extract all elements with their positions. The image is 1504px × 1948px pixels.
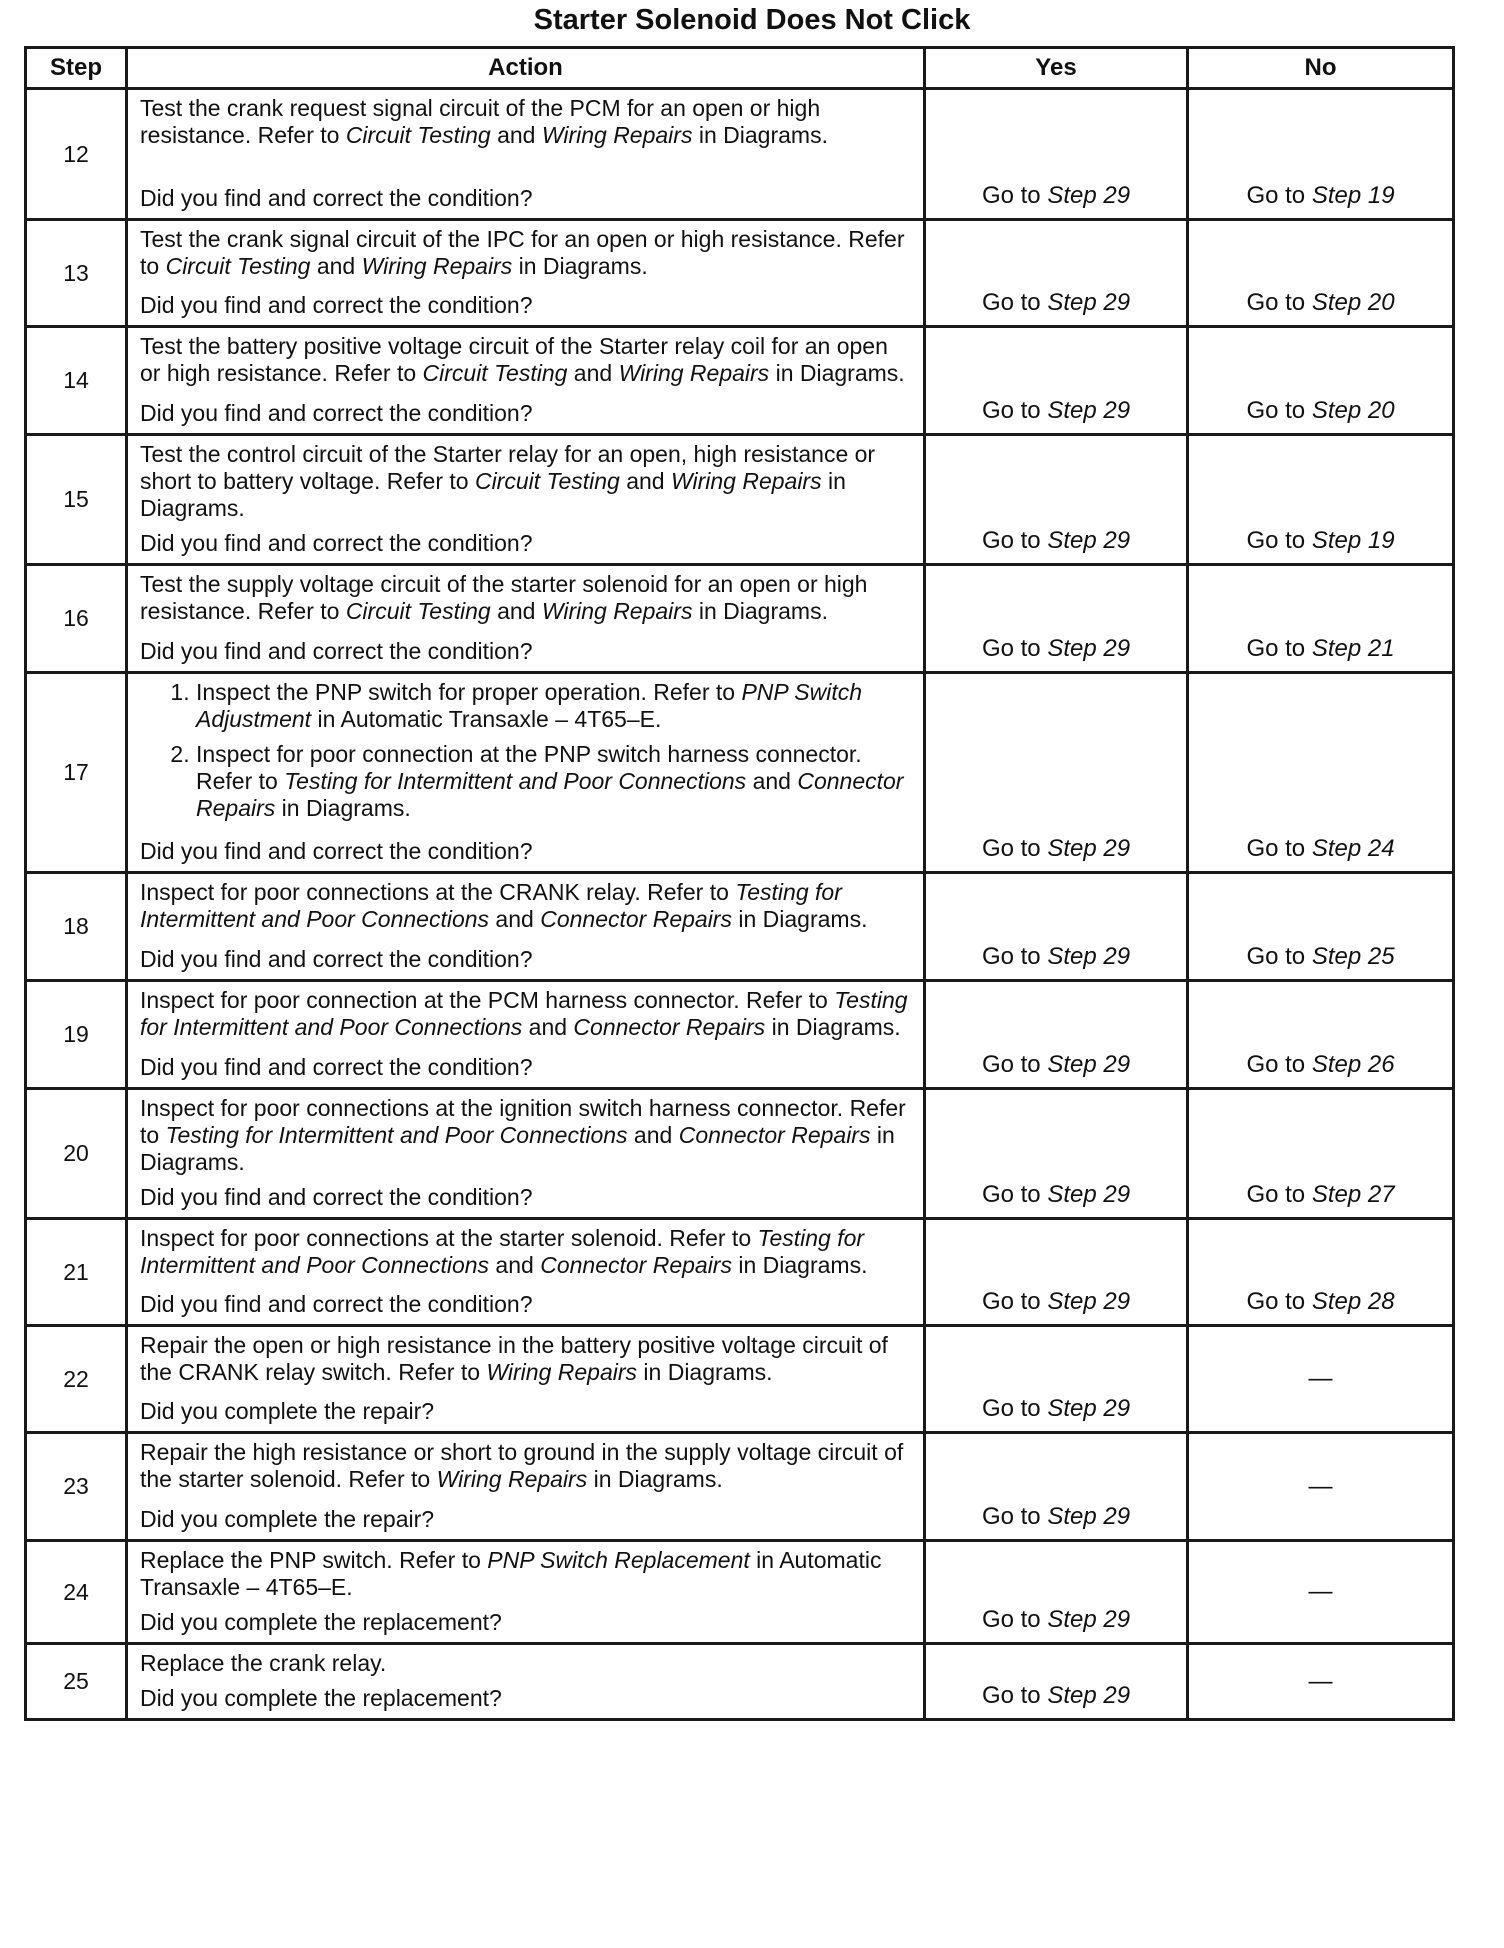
no-dash: —: [1308, 1667, 1333, 1695]
no-goto-step: Step 20: [1311, 289, 1395, 316]
no-cell: [1188, 1219, 1454, 1326]
no-cell: [1188, 1433, 1454, 1541]
yes-cell: [925, 873, 1188, 981]
text-run: and: [522, 1014, 574, 1040]
no-cell: [1188, 327, 1454, 435]
table-row: [26, 435, 1454, 565]
no-goto-step: Step 27: [1311, 1181, 1395, 1208]
text-run: in Diagrams.: [692, 122, 828, 148]
table-row: [26, 1541, 1454, 1644]
yes-cell: [925, 1433, 1188, 1541]
table-row: [26, 981, 1454, 1089]
step-number: 12: [26, 89, 127, 220]
reference-title: PNP Switch Replacement: [487, 1547, 750, 1573]
reference-title: Wiring Repairs: [361, 253, 513, 279]
yes-goto-step: Step 29: [1047, 635, 1131, 662]
table-row: [26, 89, 1454, 220]
action-text: [140, 679, 913, 830]
no-goto-step: Step 21: [1311, 635, 1395, 662]
no-goto-step: Step 19: [1311, 527, 1395, 554]
question-text: Did you complete the repair?: [140, 1398, 435, 1424]
action-content: [140, 1225, 913, 1318]
question-text: Did you complete the replacement?: [140, 1609, 502, 1635]
reference-title: Wiring Repairs: [618, 360, 770, 386]
text-run: in Diagrams.: [140, 468, 846, 521]
text-run: and: [619, 468, 671, 494]
yes-cell: [925, 327, 1188, 435]
question-text: Did you find and correct the condition?: [140, 1054, 533, 1080]
action-text: [140, 879, 913, 933]
text-run: in Diagrams.: [692, 598, 828, 624]
step-number: 25: [26, 1644, 127, 1720]
table-row: [26, 1326, 1454, 1433]
no-dash: —: [1308, 1578, 1333, 1605]
action-content: [140, 1547, 913, 1636]
header-step: Step: [26, 48, 127, 89]
goto-prefix: Go to: [1246, 527, 1312, 554]
yes-cell: [925, 673, 1188, 873]
action-cell: [127, 1644, 925, 1720]
action-text: [140, 1095, 913, 1176]
yes-goto-step: Step 29: [1047, 527, 1131, 554]
no-cell: [1188, 673, 1454, 873]
action-text: [140, 1650, 913, 1677]
action-cell: [127, 565, 925, 673]
no-cell: [1188, 220, 1454, 327]
question-text: Did you find and correct the condition?: [140, 1291, 533, 1317]
text-run: Replace the PNP switch. Refer to: [140, 1547, 488, 1573]
reference-title: Wiring Repairs: [541, 598, 693, 624]
table-row: [26, 673, 1454, 873]
step-number: 20: [26, 1089, 127, 1219]
no-goto-step: Step 24: [1311, 835, 1395, 862]
text-run: in Diagrams.: [275, 795, 411, 821]
action-cell: [127, 981, 925, 1089]
reference-title: Connector Repairs: [678, 1122, 871, 1148]
action-paragraph: [140, 1095, 913, 1176]
goto-prefix: Go to: [981, 1395, 1048, 1422]
text-run: Replace the crank relay.: [140, 1650, 387, 1676]
reference-title: Circuit Testing: [422, 360, 568, 386]
action-content: [140, 879, 913, 973]
no-cell: [1188, 1326, 1454, 1433]
yes-goto-step: Step 29: [1047, 1606, 1131, 1633]
action-paragraph: [140, 226, 913, 280]
action-cell: [127, 1089, 925, 1219]
text-run: and: [746, 768, 798, 794]
goto-prefix: Go to: [1246, 397, 1312, 424]
text-run: in Diagrams.: [731, 1252, 868, 1278]
yes-goto-step: Step 29: [1047, 182, 1131, 209]
question-text: Did you find and correct the condition?: [140, 400, 533, 426]
no-dash: —: [1308, 1365, 1333, 1392]
yes-goto-step: Step 29: [1047, 1395, 1131, 1422]
table-row: [26, 1644, 1454, 1720]
action-content: [140, 571, 913, 665]
goto-prefix: Go to: [981, 397, 1048, 424]
goto-prefix: Go to: [981, 1606, 1048, 1633]
text-run: Test the supply voltage circuit of the starter solenoid for an open or high resistance. Refer to: [140, 571, 868, 624]
text-run: Inspect for poor connection at the PNP switch harness connector. Refer to: [196, 741, 862, 794]
reference-title: Connector Repairs: [196, 768, 904, 821]
text-run: and: [489, 1252, 541, 1278]
yes-cell: [925, 220, 1188, 327]
question-text: Did you find and correct the condition?: [140, 185, 533, 211]
action-text: [140, 1547, 913, 1601]
action-paragraph: [140, 1225, 913, 1279]
action-content: [140, 1332, 913, 1425]
question-text: Did you complete the replacement?: [140, 1685, 502, 1711]
action-paragraph: [140, 571, 913, 625]
goto-prefix: Go to: [981, 635, 1048, 662]
table-row: [26, 327, 1454, 435]
no-goto-step: Step 26: [1311, 1051, 1395, 1078]
list-item: [196, 741, 913, 822]
step-number: 22: [26, 1326, 127, 1433]
no-cell: [1188, 89, 1454, 220]
step-number: 19: [26, 981, 127, 1089]
reference-title: Connector Repairs: [573, 1014, 766, 1040]
action-paragraph: [140, 95, 913, 149]
yes-cell: [925, 565, 1188, 673]
action-content: [140, 1650, 913, 1712]
step-number: 13: [26, 220, 127, 327]
yes-goto-step: Step 29: [1047, 1682, 1131, 1709]
list-item: [196, 679, 913, 733]
action-paragraph: [140, 879, 913, 933]
yes-goto-step: Step 29: [1047, 1503, 1131, 1530]
action-text: [140, 987, 913, 1041]
reference-title: Circuit Testing: [165, 253, 311, 279]
table-row: [26, 1089, 1454, 1219]
yes-goto-step: Step 29: [1047, 1181, 1131, 1208]
reference-title: Testing for Intermittent and Poor Connections: [284, 768, 747, 794]
step-number: 18: [26, 873, 127, 981]
text-run: in Diagrams.: [587, 1466, 723, 1492]
table-row: [26, 873, 1454, 981]
action-content: [140, 1095, 913, 1211]
goto-prefix: Go to: [981, 835, 1048, 862]
reference-title: Testing for Intermittent and Poor Connections: [140, 987, 908, 1040]
text-run: in Automatic Transaxle – 4T65–E.: [311, 706, 662, 732]
goto-prefix: Go to: [981, 1682, 1048, 1709]
goto-prefix: Go to: [981, 289, 1048, 316]
goto-prefix: Go to: [1246, 1181, 1312, 1208]
action-content: [140, 987, 913, 1081]
yes-goto-step: Step 29: [1047, 835, 1131, 862]
yes-cell: [925, 1219, 1188, 1326]
text-run: Inspect for poor connections at the starter solenoid. Refer to: [140, 1225, 758, 1251]
header-no: No: [1188, 48, 1454, 89]
yes-goto-step: Step 29: [1047, 1051, 1131, 1078]
text-run: in Diagrams.: [512, 253, 648, 279]
text-run: in Diagrams.: [140, 1122, 895, 1175]
text-run: Repair the open or high resistance in the battery positive voltage circuit of the CRANK relay switch. Refer to: [140, 1332, 888, 1385]
no-goto-step: Step 28: [1311, 1288, 1395, 1315]
goto-prefix: Go to: [981, 1181, 1048, 1208]
yes-cell: [925, 89, 1188, 220]
no-cell: [1188, 435, 1454, 565]
table-header-row: [26, 48, 1454, 89]
action-paragraph: [140, 1332, 913, 1386]
text-run: and: [310, 253, 362, 279]
yes-goto-step: Step 29: [1047, 943, 1131, 970]
action-text: [140, 1439, 913, 1493]
goto-prefix: Go to: [981, 1051, 1048, 1078]
text-run: in Diagrams.: [731, 906, 868, 932]
text-run: Inspect for poor connection at the PCM harness connector. Refer to: [140, 987, 835, 1013]
text-run: and: [489, 906, 541, 932]
reference-title: Connector Repairs: [540, 1252, 732, 1278]
action-text: [140, 95, 913, 149]
action-content: [140, 333, 913, 427]
text-run: in Diagrams.: [637, 1359, 773, 1385]
action-content: [140, 441, 913, 557]
action-paragraph: [140, 1439, 913, 1493]
yes-goto-step: Step 29: [1047, 397, 1131, 424]
yes-goto-step: Step 29: [1047, 289, 1131, 316]
action-paragraph: [140, 441, 913, 522]
action-cell: [127, 1219, 925, 1326]
text-run: Test the crank request signal circuit of the PCM for an open or high resistance. Refer to: [140, 95, 821, 148]
action-cell: [127, 873, 925, 981]
reference-title: Wiring Repairs: [486, 1359, 638, 1385]
reference-title: Testing for Intermittent and Poor Connections: [165, 1122, 628, 1148]
action-text: [140, 1332, 913, 1386]
text-run: and: [567, 360, 619, 386]
table-row: [26, 565, 1454, 673]
action-cell: [127, 89, 925, 220]
step-number: 23: [26, 1433, 127, 1541]
page-title: Starter Solenoid Does Not Click: [533, 4, 971, 36]
reference-title: Wiring Repairs: [670, 468, 822, 494]
action-cell: [127, 1541, 925, 1644]
text-run: and: [490, 122, 542, 148]
header-yes: Yes: [925, 48, 1188, 89]
action-paragraph: [140, 1547, 913, 1601]
yes-cell: [925, 981, 1188, 1089]
text-run: and: [627, 1122, 679, 1148]
reference-title: Wiring Repairs: [541, 122, 693, 148]
text-run: Test the crank signal circuit of the IPC for an open or high resistance. Refer to: [140, 226, 905, 279]
action-content: [140, 226, 913, 319]
reference-title: Circuit Testing: [345, 598, 491, 624]
reference-title: Testing for Intermittent and Poor Connections: [140, 1225, 865, 1278]
question-text: Did you complete the repair?: [140, 1506, 435, 1532]
text-run: and: [490, 598, 542, 624]
no-dash: —: [1308, 1472, 1333, 1500]
text-run: Test the control circuit of the Starter relay for an open, high resistance or short to battery voltage. Refer to: [140, 441, 876, 494]
action-content: [140, 95, 913, 212]
goto-prefix: Go to: [1246, 943, 1312, 970]
action-text: [140, 226, 913, 280]
action-paragraph: [140, 987, 913, 1041]
question-text: Did you find and correct the condition?: [140, 638, 533, 664]
table-body: [26, 89, 1454, 1720]
no-cell: [1188, 873, 1454, 981]
no-goto-step: Step 19: [1311, 182, 1395, 209]
table-row: [26, 1219, 1454, 1326]
action-cell: [127, 220, 925, 327]
step-number: 16: [26, 565, 127, 673]
goto-prefix: Go to: [1246, 1288, 1312, 1315]
goto-prefix: Go to: [1246, 635, 1312, 662]
question-text: Did you find and correct the condition?: [140, 946, 533, 972]
text-run: Inspect for poor connections at the ignition switch harness connector. Refer to: [140, 1095, 906, 1148]
action-text: [140, 333, 913, 387]
action-content: [140, 1439, 913, 1533]
no-cell: [1188, 1541, 1454, 1644]
reference-title: Connector Repairs: [540, 906, 732, 932]
no-cell: [1188, 981, 1454, 1089]
text-run: Repair the high resistance or short to ground in the supply voltage circuit of the starter solenoid. Refer to: [140, 1439, 904, 1492]
reference-title: Circuit Testing: [474, 468, 620, 494]
action-cell: [127, 435, 925, 565]
no-goto-step: Step 25: [1311, 943, 1395, 970]
reference-title: Testing for Intermittent and Poor Connections: [140, 879, 842, 932]
step-number: 14: [26, 327, 127, 435]
action-content: [140, 679, 913, 865]
yes-cell: [925, 1326, 1188, 1433]
reference-title: Circuit Testing: [345, 122, 491, 148]
text-run: Inspect the PNP switch for proper operation. Refer to: [196, 679, 742, 705]
step-number: 21: [26, 1219, 127, 1326]
reference-title: Wiring Repairs: [436, 1466, 588, 1492]
text-run: in Diagrams.: [765, 1014, 901, 1040]
reference-title: PNP Switch Adjustment: [196, 679, 863, 732]
text-run: in Automatic Transaxle – 4T65–E.: [140, 1547, 882, 1600]
text-run: Test the battery positive voltage circuit of the Starter relay coil for an open or high resistance. Refer to: [140, 333, 888, 386]
no-goto-step: Step 20: [1311, 397, 1395, 424]
question-text: Did you find and correct the condition?: [140, 292, 533, 318]
no-cell: [1188, 1089, 1454, 1219]
action-cell: [127, 673, 925, 873]
action-cell: [127, 1433, 925, 1541]
action-text: [140, 441, 913, 522]
action-text: [140, 1225, 913, 1279]
action-cell: [127, 327, 925, 435]
no-cell: [1188, 565, 1454, 673]
action-paragraph: [140, 333, 913, 387]
header-action: Action: [127, 48, 925, 89]
goto-prefix: Go to: [981, 1288, 1048, 1315]
question-text: Did you find and correct the condition?: [140, 530, 533, 556]
goto-prefix: Go to: [1246, 289, 1312, 316]
goto-prefix: Go to: [1246, 1051, 1312, 1078]
question-text: Did you find and correct the condition?: [140, 1184, 533, 1210]
action-cell: [127, 1326, 925, 1433]
text-run: in Diagrams.: [769, 360, 905, 386]
goto-prefix: Go to: [1246, 182, 1312, 209]
step-number: 15: [26, 435, 127, 565]
text-run: Inspect for poor connections at the CRANK relay. Refer to: [140, 879, 736, 905]
step-number: 17: [26, 673, 127, 873]
table-row: [26, 1433, 1454, 1541]
goto-prefix: Go to: [981, 943, 1048, 970]
action-text: [140, 571, 913, 625]
goto-prefix: Go to: [981, 182, 1048, 209]
goto-prefix: Go to: [1246, 835, 1312, 862]
yes-cell: [925, 435, 1188, 565]
action-list: [140, 679, 913, 822]
yes-cell: [925, 1644, 1188, 1720]
diagnostic-table: [24, 46, 1455, 1721]
yes-goto-step: Step 29: [1047, 1288, 1131, 1315]
no-cell: [1188, 1644, 1454, 1720]
yes-cell: [925, 1089, 1188, 1219]
goto-prefix: Go to: [981, 1503, 1048, 1530]
goto-prefix: Go to: [981, 527, 1048, 554]
question-text: Did you find and correct the condition?: [140, 838, 533, 864]
table-row: [26, 220, 1454, 327]
yes-cell: [925, 1541, 1188, 1644]
action-paragraph: [140, 1650, 913, 1677]
step-number: 24: [26, 1541, 127, 1644]
